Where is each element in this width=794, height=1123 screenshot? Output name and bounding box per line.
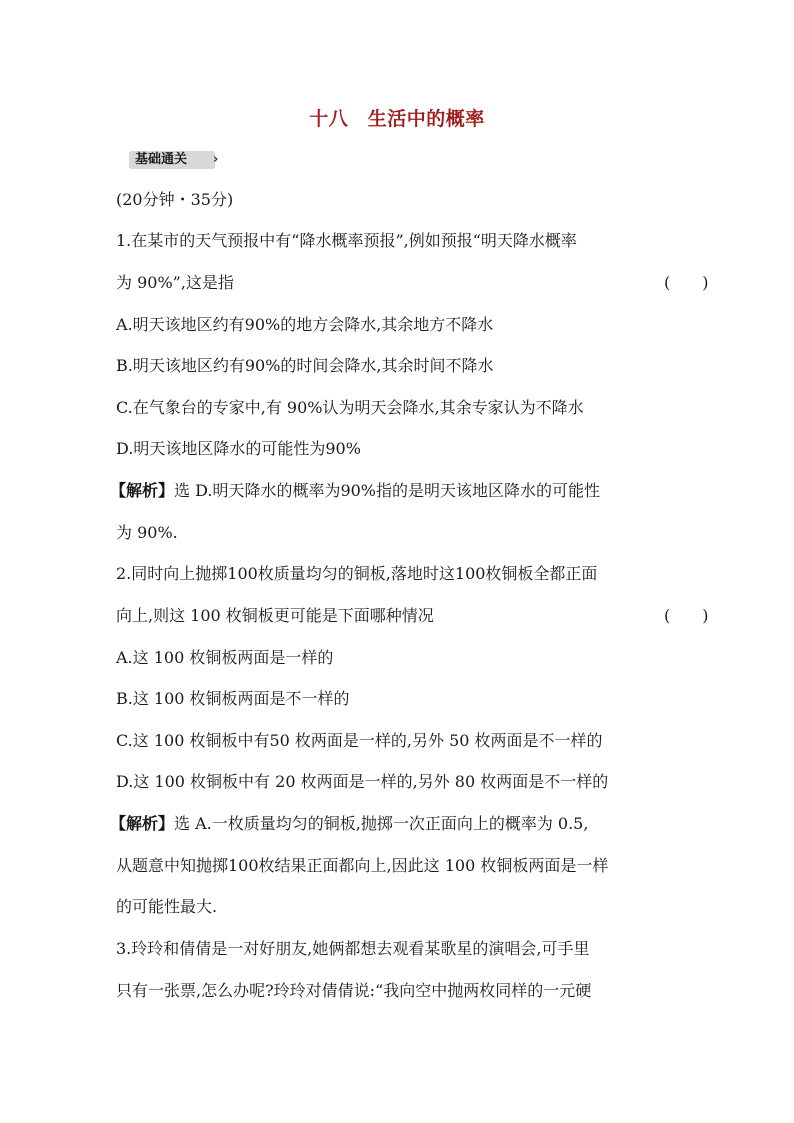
q2-analysis-line2: 从题意中知抛掷100枚结果正面都向上,因此这 100 枚铜板两面是一样 <box>116 856 609 875</box>
q2-option-c: C.这 100 枚铜板中有50 枚两面是一样的,另外 50 枚两面是不一样的 <box>116 731 603 750</box>
time-score: (20分钟・35分) <box>116 190 234 209</box>
q2-option-d: D.这 100 枚铜板中有 20 枚两面是一样的,另外 80 枚两面是不一样的 <box>116 772 609 791</box>
q2-analysis-line1 <box>110 814 589 834</box>
q1-option-a: A.明天该地区约有90%的地方会降水,其余地方不降水 <box>116 315 494 334</box>
q2-option-b: B.这 100 枚铜板两面是不一样的 <box>116 689 350 708</box>
q1-option-b: B.明天该地区约有90%的时间会降水,其余时间不降水 <box>116 356 494 375</box>
q1-analysis-text: 选 D.明天降水的概率为90%指的是明天该地区降水的可能性 <box>174 481 601 500</box>
q1-answer-paren: ( ) <box>664 273 709 292</box>
q1-stem-line1: 1.在某市的天气预报中有“降水概率预报”,例如预报“明天降水概率 <box>116 231 577 250</box>
q2-option-a: A.这 100 枚铜板两面是一样的 <box>116 648 334 667</box>
q1-option-c: C.在气象台的专家中,有 90%认为明天会降水,其余专家认为不降水 <box>116 398 584 417</box>
q2-stem-line2: 向上,则这 100 枚铜板更可能是下面哪种情况 <box>116 606 434 625</box>
q3-stem-line1: 3.玲玲和倩倩是一对好朋友,她俩都想去观看某歌星的演唱会,可手里 <box>116 939 590 958</box>
analysis-tag: 【解析】 <box>110 814 175 833</box>
section-badge: 基础通关 <box>129 151 215 169</box>
q1-analysis-line2: 为 90%. <box>116 523 178 542</box>
q2-stem-line1: 2.同时向上抛掷100枚质量均匀的铜板,落地时这100枚铜板全都正面 <box>116 564 598 583</box>
q1-stem-line2: 为 90%”,这是指 <box>116 273 234 292</box>
q2-analysis-line3: 的可能性最大. <box>116 897 218 916</box>
q1-analysis-line1 <box>110 481 601 501</box>
q2-answer-paren: ( ) <box>664 606 709 625</box>
page-title: 十八 生活中的概率 <box>309 108 485 130</box>
q1-option-d: D.明天该地区降水的可能性为90% <box>116 439 361 458</box>
q3-stem-line2: 只有一张票,怎么办呢?玲玲对倩倩说:“我向空中抛两枚同样的一元硬 <box>116 981 592 1000</box>
q2-analysis-text: 选 A.一枚质量均匀的铜板,抛掷一次正面向上的概率为 0.5, <box>174 814 589 833</box>
analysis-tag: 【解析】 <box>110 481 175 500</box>
badge-arrow-icon: › <box>213 152 219 167</box>
